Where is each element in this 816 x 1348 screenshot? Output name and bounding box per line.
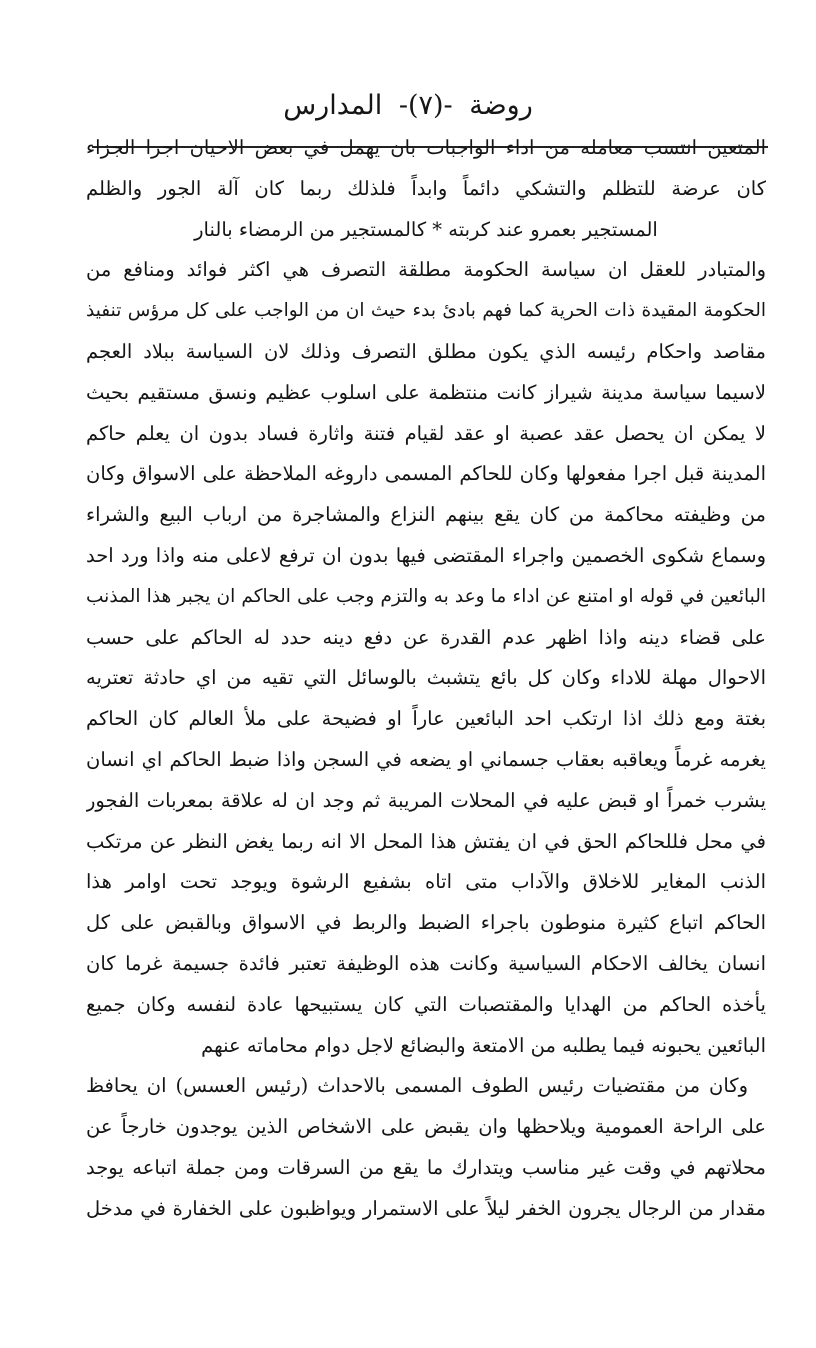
text-line-14: الاحوال مهلة للاداء وكان كل بائع يتشبث بالوسائل التي تقيه من اي حادثة تعتريه <box>86 666 766 690</box>
text-line-5: الحكومة المقيدة ذات الحرية كما فهم بادئ بدء حيث ان من الواجب على كل مرؤس تنفيذ <box>86 300 766 322</box>
text-line-19: الذنب المغاير للاخلاق والآداب متى اتاه بشفيع الرشوة ويوجد تحت اوامر هذا <box>86 870 766 894</box>
verse-line: المستجير بعمرو عند كربته * كالمستجير من الرمضاء بالنار <box>194 217 658 241</box>
text-line-23: البائعين يحبونه فيما يطلبه من الامتعة والبضائع لاجل دوام محاماته عنهم <box>201 1033 766 1057</box>
text-line-2: كان عرضة للتظلم والتشكي دائماً وابداً فلذلك ربما كان آلة الجور والظلم <box>86 176 766 200</box>
text-line-15: بغتة ومع ذلك اذا ارتكب احد البائعين عاراً او فضيحة على ملأ العالم كان الحاكم <box>86 707 766 731</box>
header-title: روضة <box>469 90 533 121</box>
text-line-9: المدينة قبل اجرا مفعولها وكان للحاكم المسمى داروغه الملاحظة على الاسواق وكان <box>86 462 766 486</box>
body-text <box>86 128 766 1230</box>
text-line-16: يغرمه غرماً ويعاقبه بعقاب جسماني او يضعه في السجن واذا ضبط الحاكم اي انسان <box>86 747 766 771</box>
text-line-21: انسان يخالف الاحكام السياسية وكانت هذه الوظيفة تعتبر فائدة جسيمة غرما كان <box>86 951 766 975</box>
text-line-27: مقدار من الرجال يجرون الخفر ليلاً على الاستمرار ويواظبون على الخفارة في مدخل <box>86 1196 766 1220</box>
text-line-26: محلاتهم في وقت غير مناسب ويتدارك ما يقع من السرقات ومن جملة اتباعه يوجد <box>86 1155 766 1179</box>
text-line-25: على الراحة العمومية ويلاحظها وان يقبض على الاشخاص الذين يوجدون خارجاً عن <box>86 1115 766 1139</box>
text-line-1: المتعين انتسب معامله من اداء الواجبات بان يهمل في بعض الاحيان اجرا الجزاء <box>86 136 766 159</box>
page-number: -(٧)- <box>398 90 453 121</box>
text-line-24: وكان من مقتضيات رئيس الطوف المسمى بالاحداث (رئيس العسس) ان يحافظ <box>86 1074 748 1098</box>
text-line-6: مقاصد واحكام رئيسه الذي يكون مطلق التصرف وذلك لان السياسة ببلاد العجم <box>86 339 766 363</box>
header-section: المدارس <box>283 90 383 121</box>
text-line-11: وسماع شكوى الخصمين واجراء المقتضى فيها بدون ان ترفع لاعلى منه واذا ورد احد <box>86 543 766 567</box>
text-line-10: من وظيفته محاكمة من كان يقع بينهم النزاع والمشاجرة من ارباب البيع والشراء <box>86 503 766 527</box>
text-line-17: يشرب خمراً او قبض عليه في المحلات المريبة ثم وجد ان له علاقة بمعربات الفجور <box>86 788 766 812</box>
text-line-8: لا يمكن ان يحصل عقد عصبة او عقد لقيام فتنة واثارة فساد بدون ان يعلم حاكم <box>86 421 766 445</box>
text-line-20: الحاكم اتباع كثيرة منوطون باجراء الضبط والربط في الاسواق وبالقبض على كل <box>86 911 766 935</box>
page-header <box>0 82 816 130</box>
text-line-13: على قضاء دينه واذا اظهر عدم القدرة عن دفع دينه حدد له الحاكم على حسب <box>86 625 766 649</box>
text-line-22: يأخذه الحاكم من الهدايا والمقتصبات التي كان يستبيحها عادة لنفسه وكان جميع <box>86 992 766 1016</box>
text-line-18: في محل فللحاكم الحق في ان يفتش هذا المحل الا انه ربما يغض النظر عن مرتكب <box>86 829 766 853</box>
text-line-12: البائعين في قوله او امتنع عن اداء ما وعد به والتزم وجب على الحاكم ان يجبر هذا المذنب <box>86 585 766 607</box>
text-line-7: لاسيما سياسة مدينة شيراز كانت منتظمة على اسلوب عظيم ونسق مستقيم بحيث <box>86 380 766 404</box>
text-line-4: والمتبادر للعقل ان سياسة الحكومة مطلقة التصرف هي اكثر فوائد ومنافع من <box>86 258 766 282</box>
